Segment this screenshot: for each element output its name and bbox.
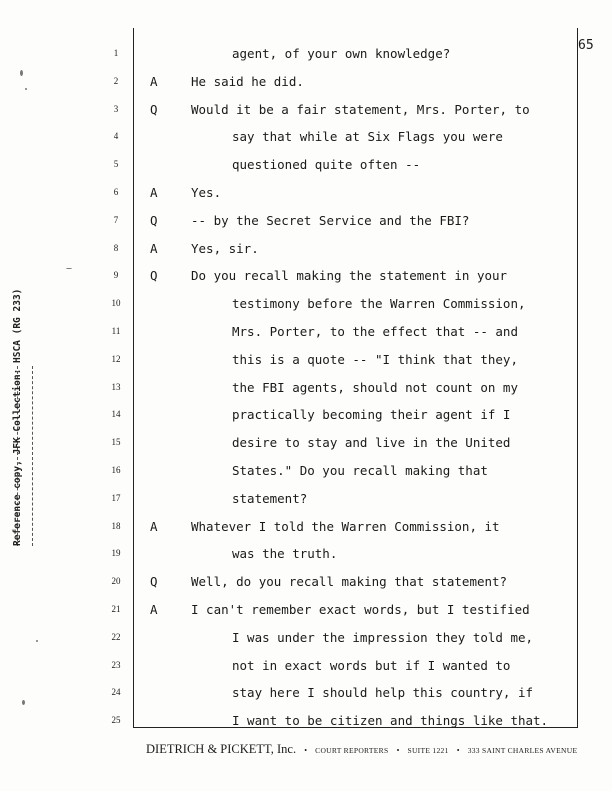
transcript-line-text: testimony before the Warren Commission,	[232, 296, 526, 312]
speaker-label: A	[150, 240, 158, 256]
line-number: 23	[111, 659, 121, 670]
footer-company: DIETRICH & PICKETT, Inc.	[146, 742, 297, 756]
speaker-label: Q	[150, 574, 158, 590]
line-number: 21	[111, 604, 121, 614]
line-number: 9	[113, 270, 119, 281]
scan-speck	[20, 70, 23, 76]
line-number: 2	[113, 75, 119, 86]
line-number: 24	[111, 687, 121, 698]
footer-item-address: 333 SAINT CHARLES AVENUE	[467, 746, 578, 755]
line-number: 17	[111, 492, 121, 503]
scan-speck	[36, 640, 38, 642]
speaker-label: A	[150, 518, 158, 534]
transcript-line-text: was the truth.	[232, 546, 338, 562]
transcript-line-text: statement?	[232, 490, 308, 506]
line-number: 5	[113, 159, 119, 170]
transcript-line-text: desire to stay and live in the United	[232, 435, 511, 451]
line-number: 15	[111, 437, 121, 448]
line-number: 18	[111, 520, 121, 531]
transcript-line-text: I want to be citizen and things like that.	[232, 713, 549, 729]
line-number: 10	[111, 298, 121, 309]
footer-item-reporters: COURT REPORTERS	[315, 746, 389, 755]
transcript-line-text: questioned quite often --	[232, 157, 421, 173]
line-number: 4	[113, 131, 119, 142]
footer	[146, 742, 577, 757]
transcript-line-text: Yes, sir.	[191, 240, 259, 256]
line-number: 3	[113, 103, 119, 114]
line-number: 8	[113, 242, 119, 253]
line-number: 11	[111, 326, 121, 336]
line-number: 1	[113, 48, 119, 58]
transcript-line-text: agent, of your own knowledge?	[232, 46, 451, 61]
speaker-label: Q	[150, 212, 158, 228]
line-number: 7	[113, 214, 119, 225]
reference-stamp: Reference copy, JFK Collection: HSCA (RG 233)	[12, 288, 23, 546]
transcript-line-text: I was under the impression they told me,	[232, 629, 534, 645]
line-number: 22	[111, 631, 121, 642]
transcript-line-text: stay here I should help this country, if	[232, 685, 534, 701]
transcript-line-text: this is a quote -- "I think that they,	[232, 351, 518, 367]
transcript-line-text: Would it be a fair statement, Mrs. Porter, to	[191, 101, 530, 117]
footer-item-suite: SUITE 1221	[407, 746, 449, 755]
speaker-label: A	[150, 73, 158, 89]
line-number: 25	[111, 715, 121, 726]
line-number: 12	[111, 353, 121, 364]
scan-speck	[22, 700, 25, 705]
transcript-line-text: the FBI agents, should not count on my	[232, 379, 518, 395]
scan-speck	[25, 88, 27, 90]
speaker-label: A	[150, 185, 158, 200]
transcript-line-text: Well, do you recall making that statement?	[191, 574, 508, 590]
line-number: 20	[111, 576, 121, 587]
speaker-label: Q	[150, 101, 158, 117]
transcript-line-text: He said he did.	[191, 73, 304, 89]
transcript-line-text: Mrs. Porter, to the effect that -- and	[232, 324, 518, 339]
line-number: 19	[111, 548, 121, 559]
transcript-line-text: States." Do you recall making that	[232, 463, 488, 478]
transcript-line-text: not in exact words but if I wanted to	[232, 657, 511, 673]
speaker-label: A	[150, 602, 158, 617]
transcript-line-text: say that while at Six Flags you were	[232, 129, 503, 145]
footer-separator: •	[396, 746, 400, 755]
transcript-line-text: -- by the Secret Service and the FBI?	[191, 212, 470, 228]
line-number: 14	[111, 409, 121, 420]
page-number: 65	[578, 38, 594, 53]
scan-speck	[66, 268, 72, 269]
footer-separator: •	[304, 746, 308, 755]
line-number: 6	[113, 187, 119, 197]
transcript-line-text: Do you recall making the statement in your	[191, 268, 508, 284]
footer-separator: •	[456, 746, 460, 755]
transcript-line-text: Yes.	[191, 185, 222, 200]
transcript-line-text: I can't remember exact words, but I testified	[191, 602, 530, 617]
transcript-line-text: Whatever I told the Warren Commission, it	[191, 518, 500, 534]
line-number: 16	[111, 465, 121, 475]
transcript-line-text: practically becoming their agent if I	[232, 407, 511, 423]
speaker-label: Q	[150, 268, 158, 284]
line-number: 13	[111, 381, 121, 392]
